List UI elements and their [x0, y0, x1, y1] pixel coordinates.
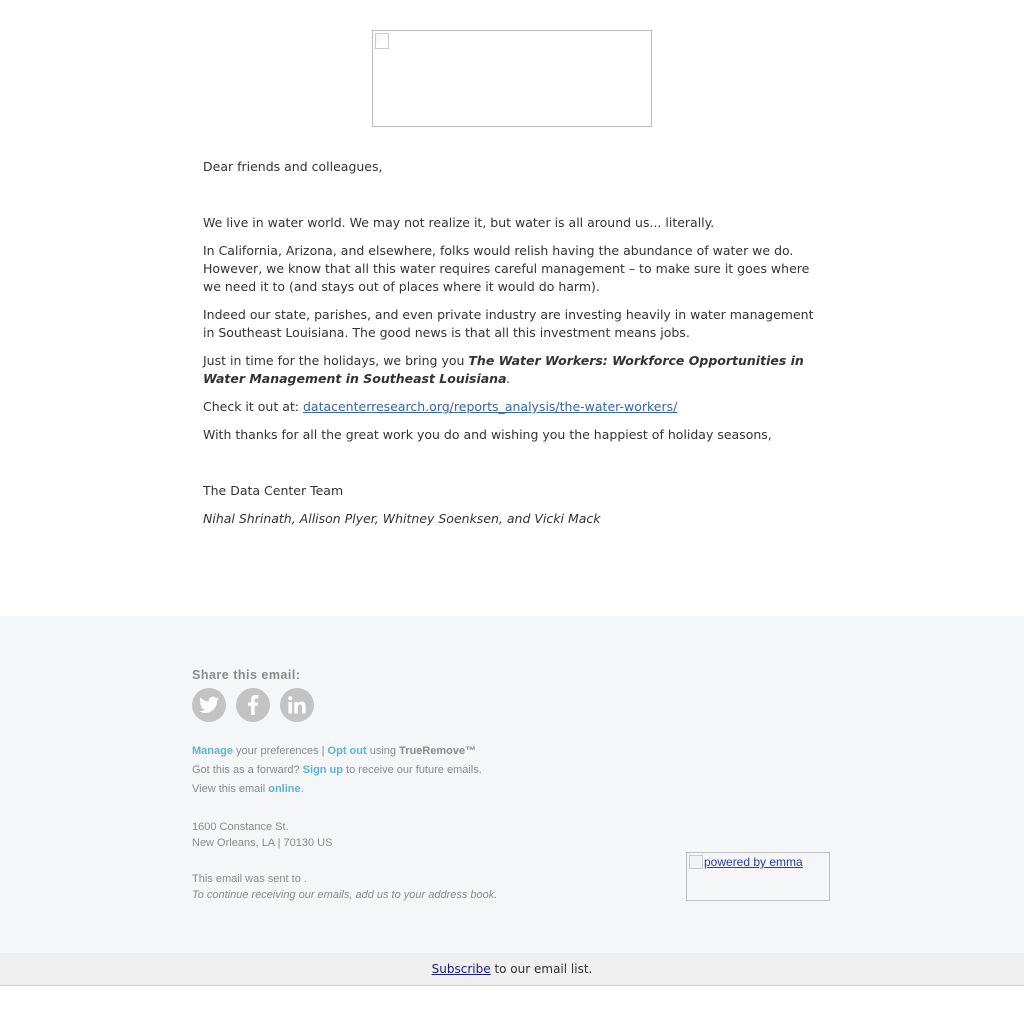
sent-to-text: This email was sent to . — [192, 873, 307, 885]
broken-image-icon — [375, 33, 389, 49]
powered-by-alt-text: powered by emma — [704, 855, 803, 869]
paragraph-2: In California, Arizona, and elsewhere, folks would relish having the abundance of water we do. However, we know that all this water requires careful management – to make sure it goes where we need it to (and stays out of places where it would do harm). — [203, 243, 810, 294]
report-link[interactable]: datacenterresearch.org/reports_analysis/the-water-workers/ — [302, 399, 678, 414]
check-it-out — [203, 398, 818, 416]
team-names: Nihal Shrinath, Allison Plyer, Whitney Soenksen, and Vicki Mack — [203, 511, 601, 526]
manage-link[interactable]: Manage — [192, 745, 233, 757]
twitter-icon — [199, 696, 219, 714]
check-prefix: Check it out at: — [203, 399, 303, 414]
linkedin-icon — [288, 696, 306, 714]
letter-body — [203, 158, 818, 538]
mailing-address — [192, 819, 332, 851]
linkedin-share-button[interactable] — [280, 688, 314, 722]
p4-suffix: . — [506, 371, 511, 386]
manage-line — [192, 742, 482, 761]
view-online-line — [192, 780, 482, 799]
view-online-link[interactable]: online — [268, 783, 301, 795]
view-suffix: . — [300, 783, 304, 795]
header-image — [372, 30, 652, 127]
subscribe-bar — [0, 953, 1024, 986]
optout-text: using — [366, 745, 400, 757]
view-text: View this email — [192, 783, 269, 795]
paragraph-4 — [203, 352, 818, 388]
thanks-paragraph: With thanks for all the great work you do and wishing you the happiest of holiday seasons, — [203, 427, 772, 442]
preferences-links — [192, 742, 482, 799]
trueremove-label: TrueRemove™ — [399, 745, 477, 757]
sent-to-block — [192, 871, 497, 903]
facebook-share-button[interactable] — [236, 688, 270, 722]
footer — [0, 616, 1024, 953]
powered-by-emma-badge[interactable] — [686, 852, 830, 901]
address-book-note: To continue receiving our emails, add us to your address book. — [192, 889, 498, 901]
subscribe-text: to our email list. — [490, 962, 593, 976]
broken-image-icon — [689, 855, 703, 869]
forward-text: Got this as a forward? — [192, 764, 303, 776]
manage-text: your preferences | — [232, 745, 328, 757]
address-line-1: 1600 Constance St. — [192, 821, 289, 833]
signup-text: to receive our future emails. — [343, 764, 482, 776]
p4-prefix: Just in time for the holidays, we bring you — [203, 353, 469, 368]
subscribe-link[interactable]: Subscribe — [431, 962, 491, 976]
report-title: The Water Workers: Workforce Opportunities in Water Management in Southeast Louisiana — [203, 353, 804, 386]
facebook-icon — [247, 695, 259, 715]
paragraph-3: Indeed our state, parishes, and even private industry are investing heavily in water management in Southeast Louisiana. The good news is that all this investment means jobs. — [203, 307, 814, 340]
opt-out-link[interactable]: Opt out — [327, 745, 367, 757]
signoff: The Data Center Team — [203, 483, 344, 498]
paragraph-1: We live in water world. We may not realize it, but water is all around us... literally. — [203, 215, 715, 230]
forward-line — [192, 761, 482, 780]
share-label: Share this email: — [192, 668, 301, 682]
address-line-2: New Orleans, LA | 70130 US — [192, 837, 333, 849]
twitter-share-button[interactable] — [192, 688, 226, 722]
greeting: Dear friends and colleagues, — [203, 159, 383, 174]
sign-up-link[interactable]: Sign up — [302, 764, 343, 776]
